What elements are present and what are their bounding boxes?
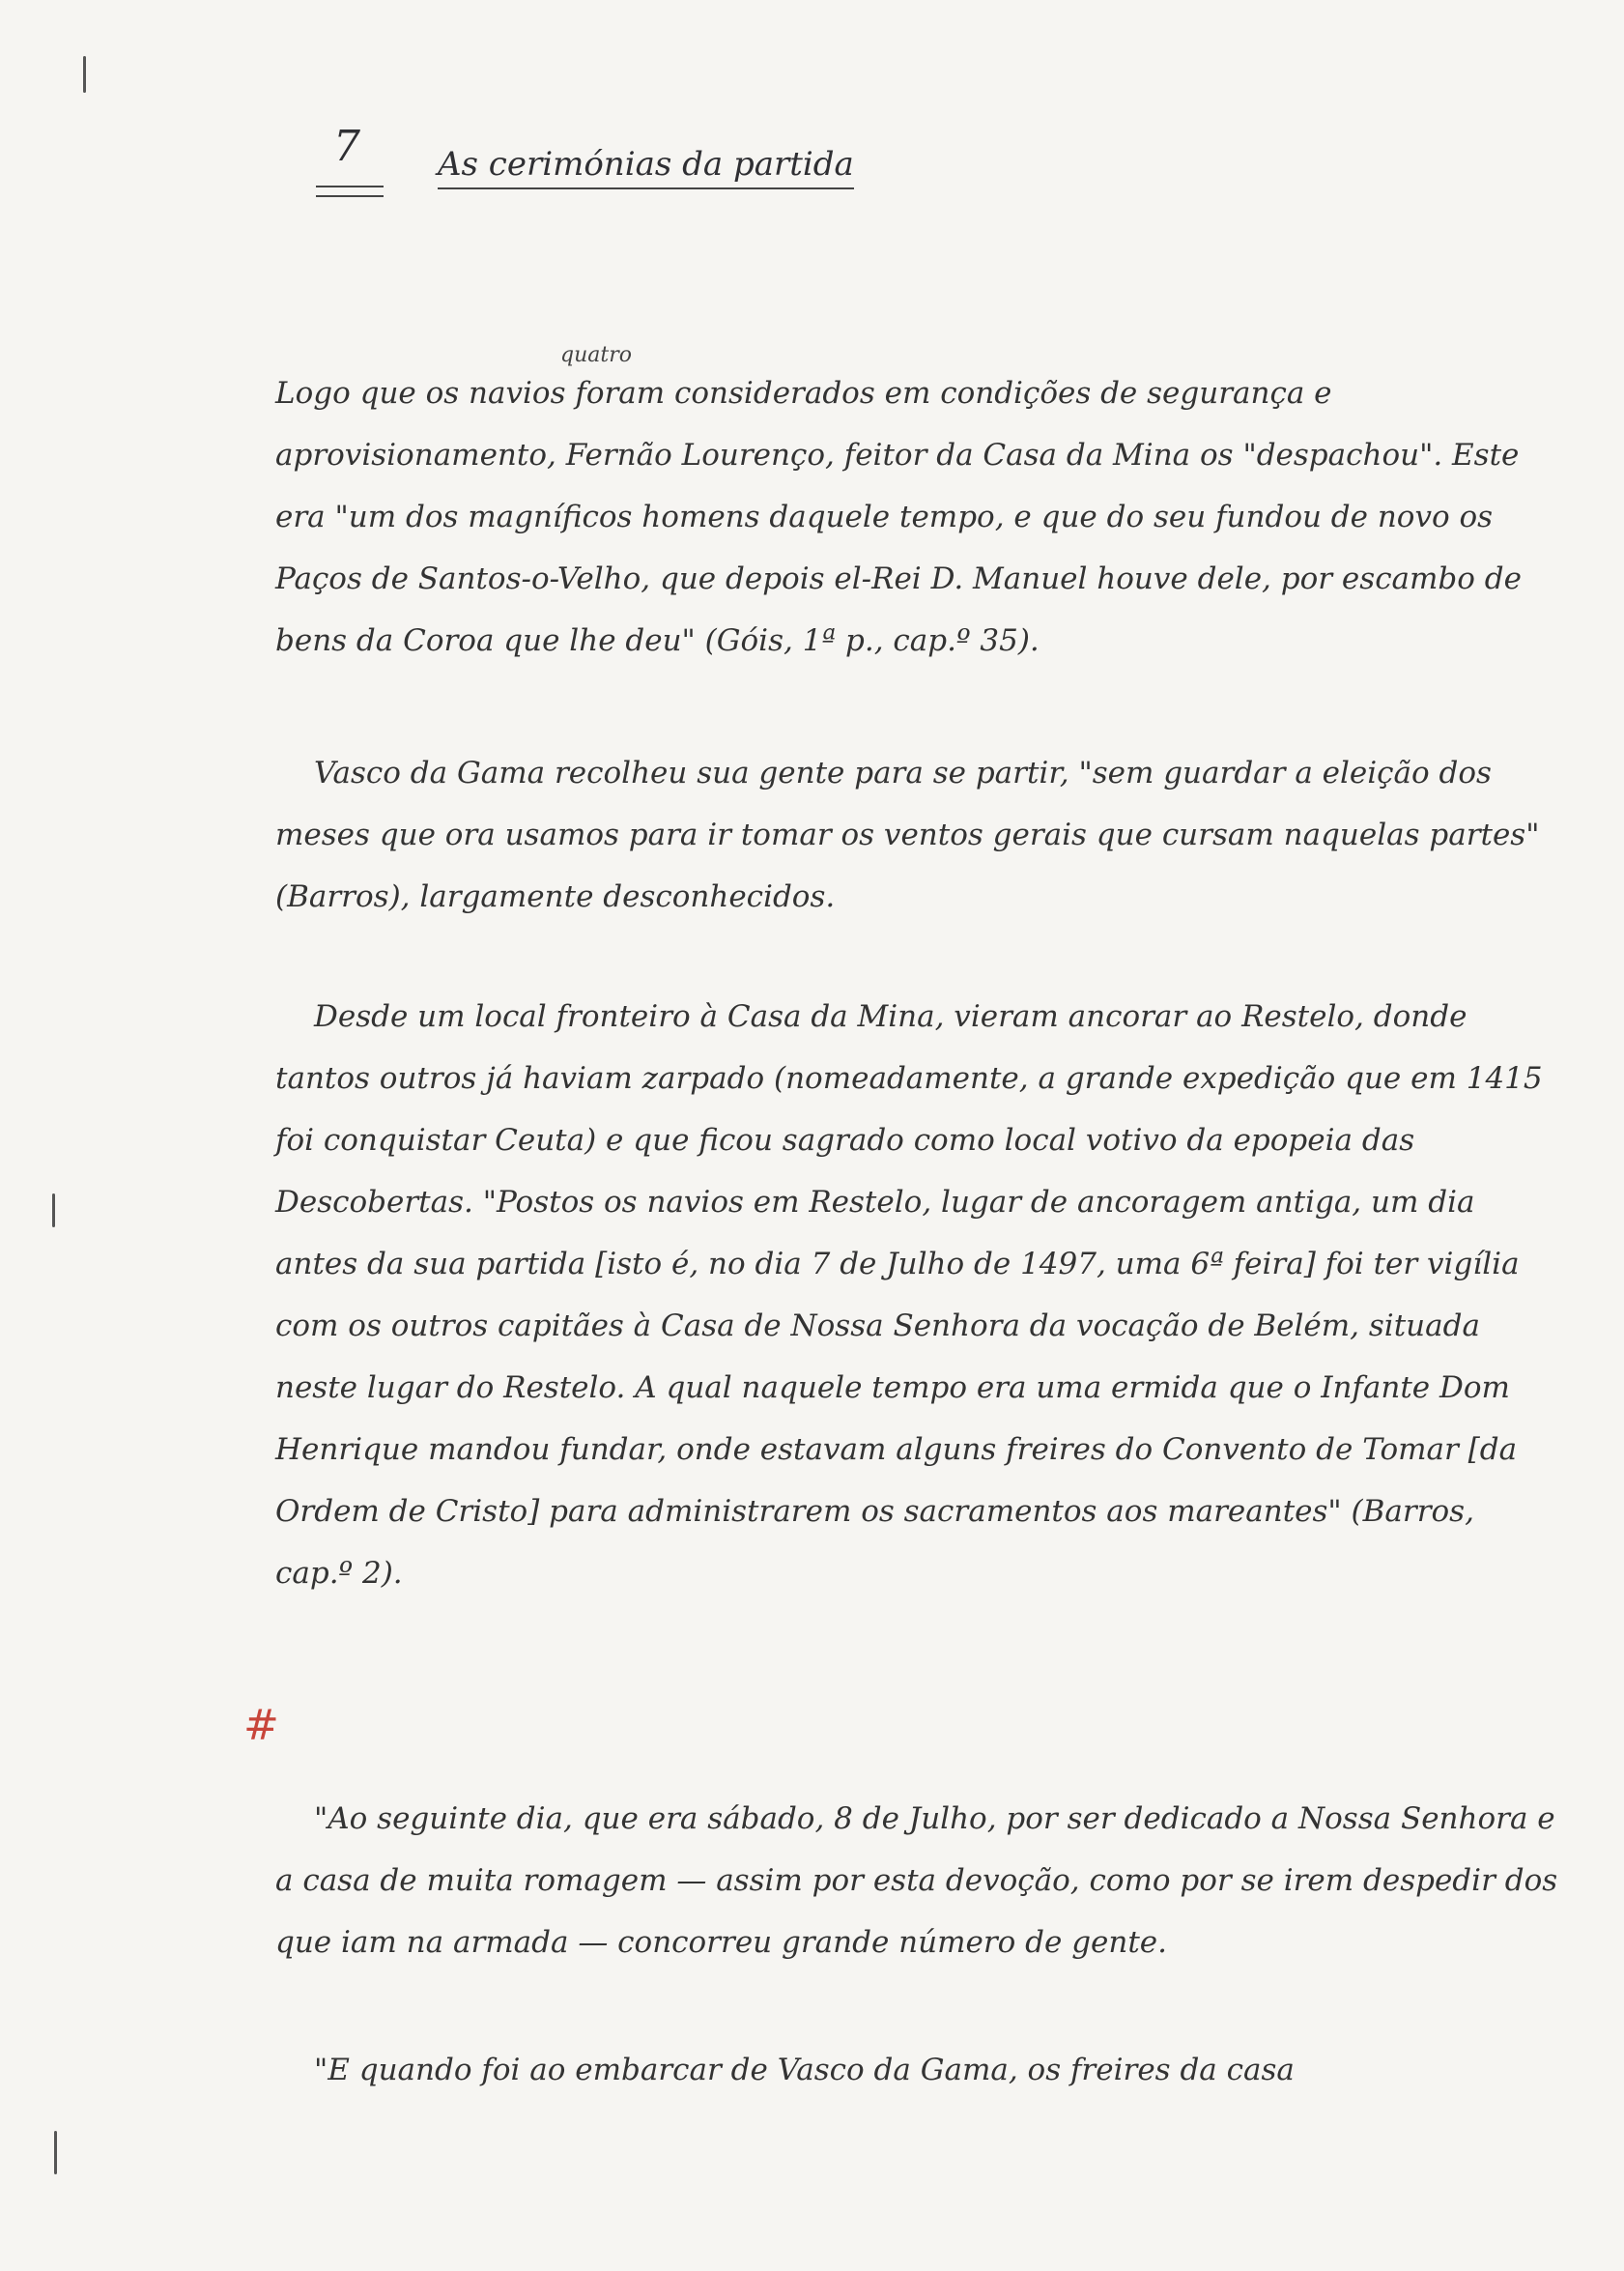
- section-heading: [324, 122, 854, 189]
- margin-symbol: #: [243, 1701, 279, 1750]
- body-paragraph-1: [275, 362, 1560, 672]
- margin-mark-middle: [52, 1193, 55, 1227]
- paragraph: "Ao seguinte dia, que era sábado, 8 de Julho, por ser dedicado a Nossa Senhora e a casa de muita romagem — assim por esta devoção, como por se irem despedir dos que iam na armada — concorreu grande número de gente.: [275, 1801, 1558, 1960]
- margin-mark-top: [83, 56, 86, 93]
- body-paragraph-2: [275, 742, 1560, 928]
- margin-mark-bottom: [54, 2131, 57, 2174]
- interlinear-insertion: quatro: [560, 343, 632, 367]
- section-number: 7: [324, 126, 370, 168]
- paragraph: Logo que os navios foram considerados em condições de segurança e aprovisionamento, Fernão Lourenço, feitor da Casa da Mina os "despachou". Este era "um dos magníficos homens daquele tempo, e que do seu fundou de novo os Paços de Santos-o-Velho, que depois el-Rei D. Manuel houve dele, por escambo de bens da Coroa que lhe deu" (Góis, 1ª p., cap.º 35).: [275, 376, 1522, 658]
- paragraph: Desde um local fronteiro à Casa da Mina, vieram ancorar ao Restelo, donde tantos outros já haviam zarpado (nomeadamente, a grande expedição que em 1415 foi conquistar Ceuta) e que ficou sagrado como local votivo da epopeia das Descobertas. "Postos os navios em Restelo, lugar de ancoragem antiga, um dia antes da sua partida [isto é, no dia 7 de Julho de 1497, uma 6ª feira] foi ter vigília com os outros capitães à Casa de Nossa Senhora da vocação de Belém, situada neste lugar do Restelo. A qual naquele tempo era uma ermida que o Infante Dom Henrique mandou fundar, onde estavam alguns freires do Convento de Tomar [da Ordem de Cristo] para administrarem os sacramentos aos mareantes" (Barros, cap.º 2).: [275, 999, 1543, 1591]
- body-paragraph-3: [275, 986, 1560, 1604]
- body-paragraph-5: [275, 2039, 1560, 2101]
- paragraph: "E quando foi ao embarcar de Vasco da Gama, os freires da casa: [314, 2053, 1295, 2087]
- paragraph: Vasco da Gama recolheu sua gente para se partir, "sem guardar a eleição dos meses que ora usamos para ir tomar os ventos gerais que cursam naquelas partes" (Barros), largamente desconhecidos.: [275, 756, 1540, 914]
- section-title: As cerimónias da partida: [438, 145, 854, 189]
- body-paragraph-4: [275, 1788, 1560, 1973]
